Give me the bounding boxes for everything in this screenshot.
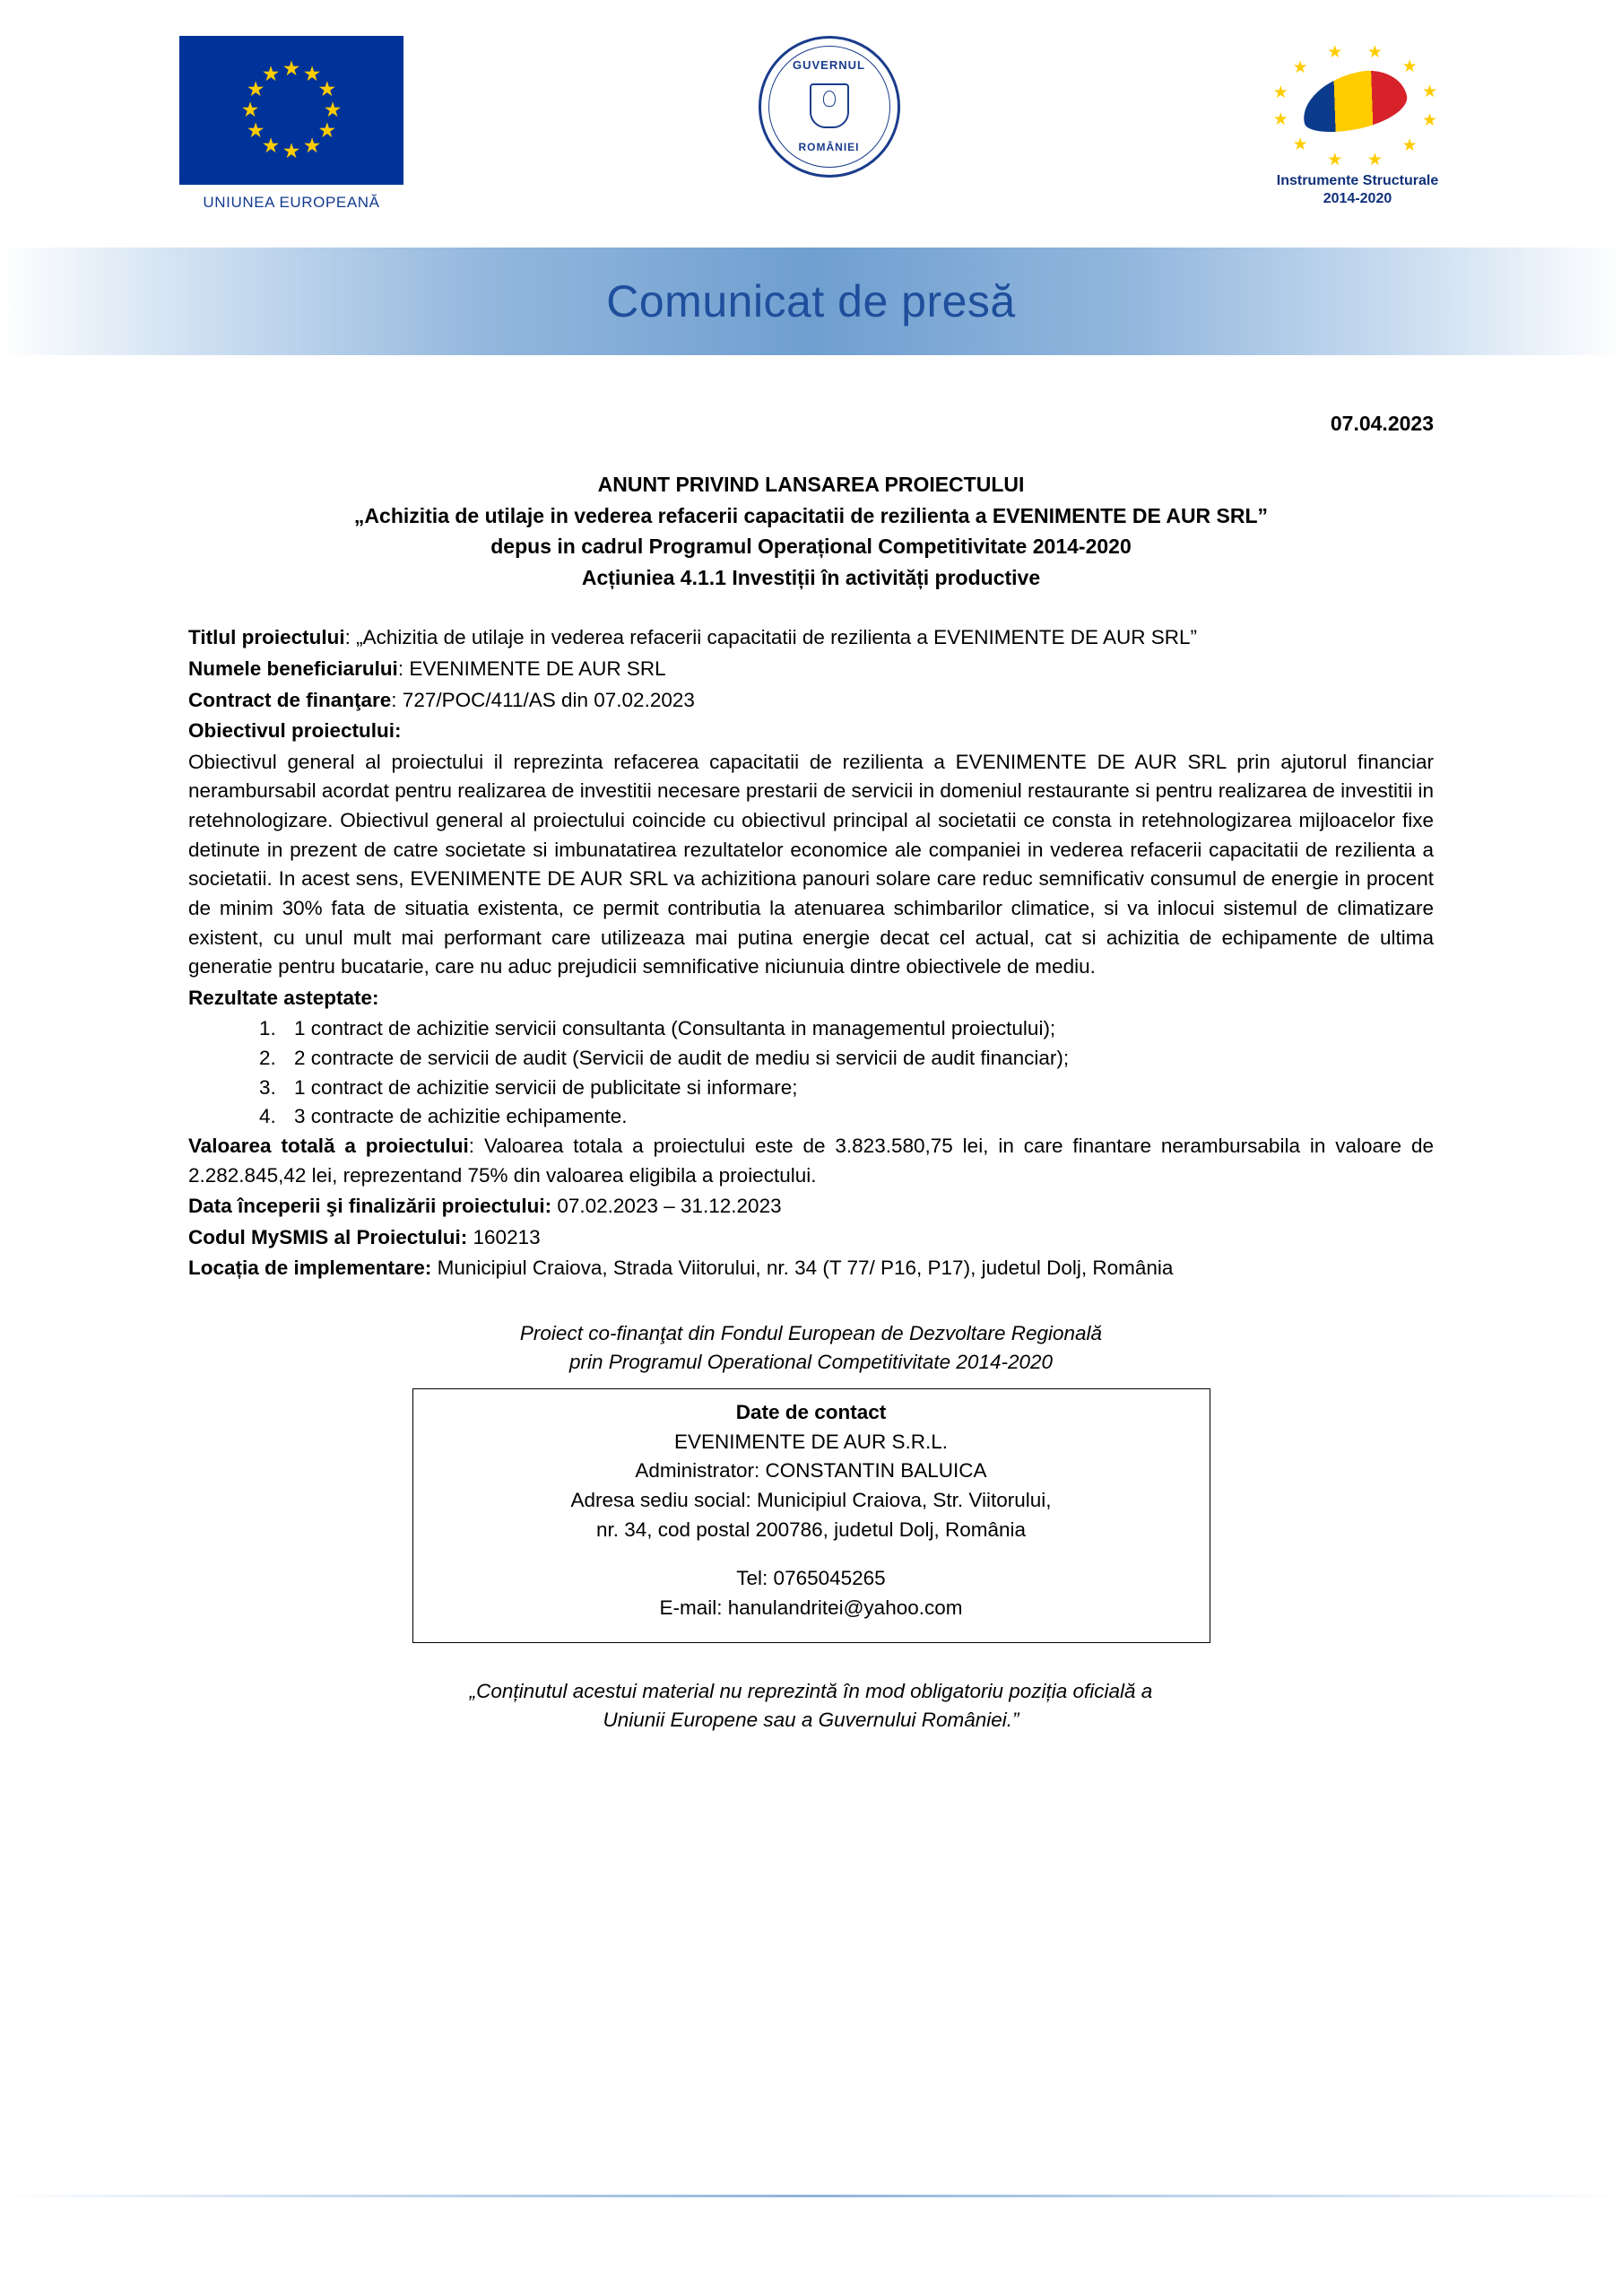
field-beneficiary-value: : EVENIMENTE DE AUR SRL	[397, 657, 666, 680]
field-beneficiary-label: Numele beneficiarului	[188, 657, 398, 680]
is-caption-line2: 2014-2020	[1323, 191, 1392, 206]
contact-address-line2: nr. 34, cod postal 200786, judetul Dolj, România	[595, 1518, 1027, 1541]
announcement-heading	[188, 469, 1434, 593]
field-objective-label: Obiectivul proiectului:	[188, 719, 402, 743]
results-list	[188, 1014, 1434, 1132]
document-date: 07.04.2023	[1330, 412, 1434, 435]
structural-instruments-star-icon: ★	[1292, 135, 1308, 155]
structural-instruments-caption	[1277, 172, 1438, 208]
gov-seal-top-text: GUVERNUL	[793, 58, 865, 72]
is-caption-line1: Instrumente Structurale	[1276, 173, 1439, 188]
contact-company: EVENIMENTE DE AUR S.R.L.	[673, 1430, 949, 1453]
announcement-line-2: „Achizitia de utilaje in vederea refacerii capacitatii de rezilienta a EVENIMENTE DE AUR SRL”	[353, 503, 1269, 527]
disclaimer-line2: Uniunii Europene sau a Guvernului României.”	[603, 1708, 1019, 1731]
bottom-divider	[0, 2195, 1622, 2197]
contact-title: Date de contact	[735, 1401, 887, 1424]
announcement-line-4: Acțiuniea 4.1.1 Investiții în activități productive	[581, 565, 1041, 589]
field-total-value-text: : Valoarea totala a proiectului este de 3.823.580,75 lei, in care finantare nerambursabila in valoare de 2.282.845,42 lei, reprezentand 75% din valoarea eligibila a proiectului.	[188, 1134, 1434, 1187]
eu-star-icon: ★	[282, 139, 301, 162]
eu-star-icon: ★	[261, 133, 281, 157]
announcement-line-3: depus in cadrul Programul Operațional Competitivitate 2014-2020	[490, 535, 1132, 559]
eu-star-icon: ★	[246, 77, 265, 100]
field-contract-label: Contract de finanţare	[188, 688, 392, 711]
field-results-label: Rezultate asteptate:	[188, 986, 379, 1009]
eu-star-icon: ★	[317, 118, 337, 142]
contact-email: E-mail: hanulandritei@yahoo.com	[659, 1596, 963, 1619]
structural-instruments-star-icon: ★	[1272, 110, 1288, 130]
structural-instruments-star-icon: ★	[1422, 82, 1438, 101]
eu-star-icon: ★	[240, 98, 260, 121]
disclaimer	[188, 1677, 1434, 1734]
field-total-value	[188, 1132, 1434, 1190]
eu-star-icon: ★	[302, 133, 322, 157]
contact-box	[412, 1388, 1210, 1643]
contact-phone: Tel: 0765045265	[736, 1567, 886, 1590]
structural-instruments-star-icon: ★	[1327, 150, 1343, 170]
government-seal-icon	[759, 36, 900, 178]
eu-star-icon: ★	[302, 62, 322, 86]
field-location-label: Locația de implementare:	[188, 1257, 432, 1280]
list-item: 1. 1 contract de achizitie servicii consultanta (Consultanta in managementul proiectului);	[282, 1014, 1434, 1044]
contact-address-line1: Adresa sediu social: Municipiul Craiova, Str. Viitorului,	[570, 1488, 1052, 1511]
banner	[0, 248, 1622, 355]
eu-star-icon: ★	[317, 77, 337, 100]
structural-instruments-emblem-icon	[1254, 36, 1461, 170]
structural-instruments-star-icon: ★	[1422, 111, 1438, 131]
structural-instruments-star-icon: ★	[1366, 43, 1383, 63]
field-location-value: Municipiul Craiova, Strada Viitorului, nr. 34 (T 77/ P16, P17), judetul Dolj, România	[431, 1257, 1174, 1280]
eu-logo-caption: UNIUNEA EUROPEANĂ	[203, 194, 380, 211]
cofinancing-note	[188, 1319, 1434, 1376]
field-contract-value: : 727/POC/411/AS din 07.02.2023	[391, 688, 695, 711]
field-beneficiary	[188, 655, 1434, 684]
structural-instruments-star-icon: ★	[1401, 57, 1418, 77]
eu-star-icon: ★	[246, 118, 265, 142]
field-project-title-value: : „Achizitia de utilaje in vederea refacerii capacitatii de rezilienta a EVENIMENTE DE AUR SRL”	[344, 626, 1197, 649]
romania-flag-swoosh-icon	[1297, 63, 1411, 139]
list-item: 4. 3 contracte de achizitie echipamente.	[282, 1102, 1434, 1132]
field-total-value-label: Valoarea totală a proiectului	[188, 1134, 469, 1157]
announcement-line-1: ANUNT PRIVIND LANSAREA PROIECTULUI	[597, 473, 1025, 497]
eu-logo	[179, 36, 403, 212]
structural-instruments-star-icon: ★	[1292, 57, 1308, 77]
cofinancing-note-line1: Proiect co-finanţat din Fondul European de Dezvoltare Regională	[519, 1322, 1103, 1345]
eu-star-icon: ★	[261, 62, 281, 86]
list-item: 3. 1 contract de achizitie servicii de publicitate si informare;	[282, 1074, 1434, 1103]
list-item: 2. 2 contracte de servicii de audit (Servicii de audit de mediu si servicii de audit financiar);	[282, 1044, 1434, 1074]
eu-flag-icon	[179, 36, 403, 185]
structural-instruments-logo	[1254, 36, 1461, 208]
field-period-value: 07.02.2023 – 31.12.2023	[551, 1195, 782, 1218]
government-logo	[759, 36, 900, 178]
structural-instruments-star-icon: ★	[1327, 43, 1343, 63]
eu-star-icon: ★	[282, 57, 301, 80]
gov-seal-bottom-text: ROMÂNIEI	[798, 141, 860, 153]
field-mysmis-label: Codul MySMIS al Proiectului:	[188, 1225, 468, 1248]
logo-header	[0, 0, 1622, 242]
banner-title: Comunicat de presă	[606, 276, 1016, 326]
cofinancing-note-line2: prin Programul Operational Competitivitate 2014-2020	[568, 1350, 1054, 1373]
field-period-label: Data începerii şi finalizării proiectului:	[188, 1195, 552, 1218]
field-mysmis	[188, 1223, 1434, 1253]
field-project-title	[188, 623, 1434, 653]
field-project-title-label: Titlul proiectului	[188, 626, 345, 649]
contact-administrator: Administrator: CONSTANTIN BALUICA	[635, 1459, 987, 1483]
structural-instruments-star-icon: ★	[1366, 150, 1383, 170]
field-location	[188, 1254, 1434, 1283]
gov-crest-icon	[810, 83, 849, 128]
field-mysmis-value: 160213	[467, 1225, 541, 1248]
structural-instruments-star-icon: ★	[1272, 83, 1288, 102]
field-period	[188, 1192, 1434, 1222]
field-contract	[188, 686, 1434, 716]
field-objective-text: Obiectivul general al proiectului il reprezinta refacerea capacitatii de rezilienta a EVENIMENTE DE AUR SRL prin ajutorul financiar nerambursabil acordat pentru realizarea de investitii necesare prestarii de servicii in domeniul restaurante si pentru realizarea de investitii in retehnologizare. Obiectivul general al proiectului coincide cu obiectivul principal al societatii ce consta in retehnologizarea mijloacelor fixe detinute in prezent de catre societate si imbunatatirea rezultatelor economice ale companiei in vederea refacerii capacitatii de rezilienta a societatii. In acest sens, EVENIMENTE DE AUR SRL va achizitiona panouri solare care reduc semnificativ consumul de energie in procent de minim 30% fata de situatia existenta, ce permit contributia la atenuarea schimbarilor climatice, si va inlocui sistemul de climatizare existent, cu unul mult mai performant care utilizeaza mai putina energie decat cel actual, cat si achizitia de echipamente de ultima generatie pentru bucatarie, care nu aduc prejudicii semnificative niciunuia dintre obiectivele de mediu.	[188, 750, 1434, 978]
disclaimer-line1: „Conținutul acestui material nu reprezintă în mod obligatoriu poziția oficială a	[469, 1680, 1153, 1703]
structural-instruments-star-icon: ★	[1401, 135, 1418, 155]
document-body	[0, 355, 1622, 1734]
contact-spacer	[422, 1544, 1201, 1564]
eu-star-icon: ★	[323, 98, 343, 121]
